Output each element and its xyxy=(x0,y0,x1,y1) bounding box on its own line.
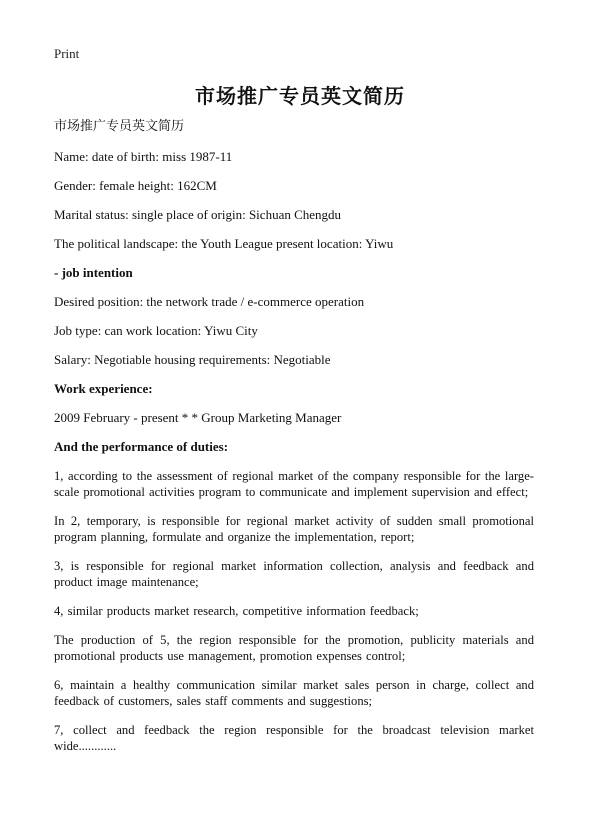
duty-item: In 2, temporary, is responsible for regional market activity of sudden small promotional program planning, formulate and organize the implementation, report; xyxy=(54,514,534,544)
duty-item: 7, collect and feedback the region responsible for the broadcast television market wide............ xyxy=(54,723,534,753)
political-landscape-line: The political landscape: the Youth League present location: Yiwu xyxy=(54,236,394,251)
duty-item: 6, maintain a healthy communication similar market sales person in charge, collect and feedback of customers, sales staff comments and suggestions; xyxy=(54,678,534,708)
resume-subtitle: 市场推广专员英文简历 xyxy=(54,119,185,134)
duty-item: 1, according to the assessment of regional market of the company responsible for the large-scale promotional activities program to communicate and implement supervision and effect; xyxy=(54,469,534,499)
print-link[interactable]: Print xyxy=(54,46,80,61)
marital-status-line: Marital status: single place of origin: Sichuan Chengdu xyxy=(54,207,342,222)
desired-position-line: Desired position: the network trade / e-commerce operation xyxy=(54,294,365,309)
duty-item: 4, similar products market research, competitive information feedback; xyxy=(54,604,419,618)
job-intention-heading: - job intention xyxy=(54,265,133,280)
work-experience-heading: Work experience: xyxy=(54,381,153,396)
duty-item: 3, is responsible for regional market information collection, analysis and feedback and product image maintenance; xyxy=(54,559,534,589)
duty-item: The production of 5, the region responsible for the promotion, publicity materials and promotional products use management, promotion expenses control; xyxy=(54,633,534,663)
work-experience-entry: 2009 February - present * * Group Marketing Manager xyxy=(54,410,342,425)
salary-line: Salary: Negotiable housing requirements: Negotiable xyxy=(54,352,331,367)
name-line: Name: date of birth: miss 1987-11 xyxy=(54,149,233,164)
gender-line: Gender: female height: 162CM xyxy=(54,178,217,193)
document-title: 市场推广专员英文简历 xyxy=(195,84,405,108)
resume-content xyxy=(54,119,534,767)
job-type-line: Job type: can work location: Yiwu City xyxy=(54,323,258,338)
duties-heading: And the performance of duties: xyxy=(54,439,229,454)
